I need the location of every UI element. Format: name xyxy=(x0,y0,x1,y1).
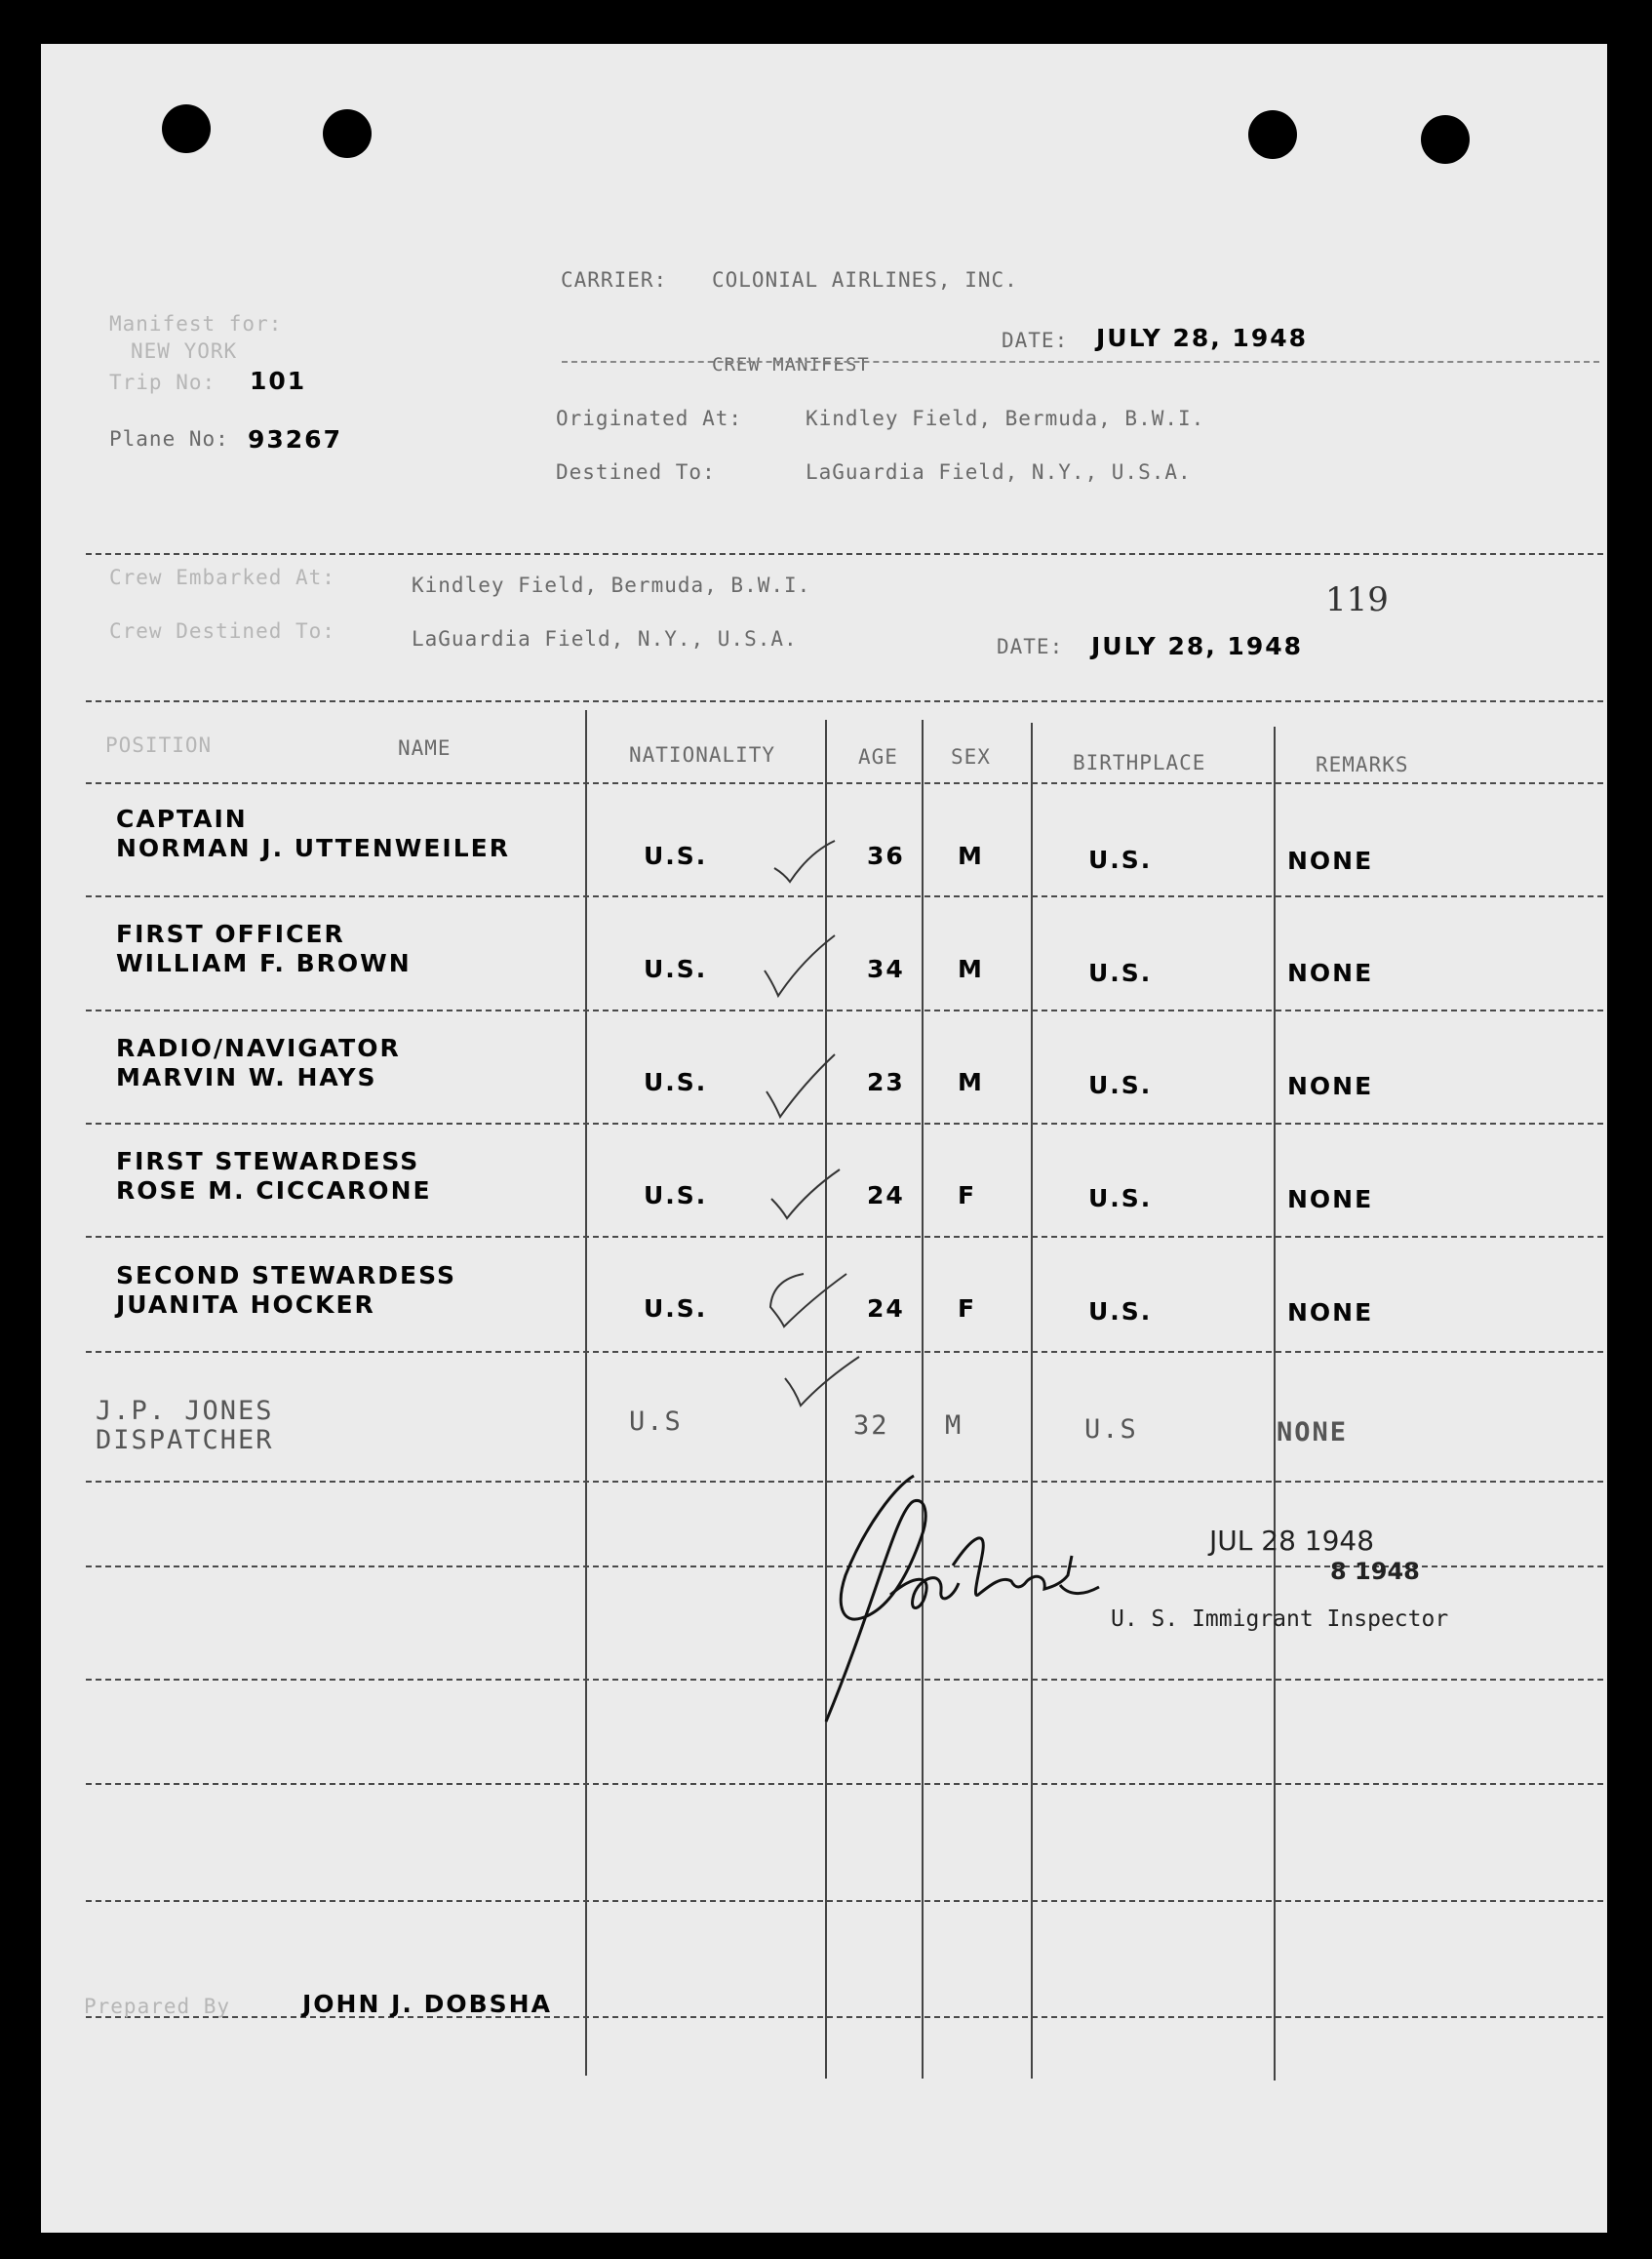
header-nationality: NATIONALITY xyxy=(629,743,776,767)
table-top-rule xyxy=(86,700,1603,702)
column-divider-1 xyxy=(585,710,587,2076)
punch-hole-2 xyxy=(323,109,372,158)
check-mark-1 xyxy=(770,839,839,888)
row-2-remarks: NONE xyxy=(1287,959,1374,987)
row-3-position: RADIO/NAVIGATOR xyxy=(116,1034,401,1062)
crew-embarked-value: Kindley Field, Bermuda, B.W.I. xyxy=(412,574,811,597)
header-sex: SEX xyxy=(951,745,991,769)
row-5-sex: F xyxy=(958,1294,977,1323)
row-5-position: SECOND STEWARDESS xyxy=(116,1261,456,1289)
originated-label: Originated At: xyxy=(556,407,743,430)
row-1-rule xyxy=(86,895,1603,897)
manifest-page xyxy=(41,44,1607,2233)
row-5-name: JUANITA HOCKER xyxy=(116,1290,375,1319)
header-age: AGE xyxy=(858,745,898,769)
row-4-position: FIRST STEWARDESS xyxy=(116,1147,420,1175)
destined-label: Destined To: xyxy=(556,460,716,484)
row-10-rule xyxy=(86,1900,1603,1902)
header-name: NAME xyxy=(398,736,452,760)
originated-value: Kindley Field, Bermuda, B.W.I. xyxy=(806,407,1205,430)
row-4-remarks: NONE xyxy=(1287,1185,1374,1213)
column-divider-5 xyxy=(1274,727,1276,2081)
row-1-nationality: U.S. xyxy=(644,842,708,870)
row-6-sex: M xyxy=(945,1410,964,1441)
punch-hole-4 xyxy=(1421,115,1470,164)
row-3-age: 23 xyxy=(867,1068,905,1096)
row-4-birthplace: U.S. xyxy=(1088,1184,1153,1212)
stamp-date: JUL 28 1948 xyxy=(1209,1525,1375,1557)
check-mark-2 xyxy=(761,931,839,1005)
row-4-sex: F xyxy=(958,1181,977,1209)
row-1-birthplace: U.S. xyxy=(1088,846,1153,874)
header-position: POSITION xyxy=(105,733,213,757)
carrier-name: COLONIAL AIRLINES, INC. xyxy=(712,268,1018,292)
row-9-rule xyxy=(86,1783,1603,1785)
row-6-remarks: NONE xyxy=(1277,1417,1349,1447)
row-5-age: 24 xyxy=(867,1294,905,1323)
row-6-birthplace: U.S xyxy=(1084,1414,1138,1445)
row-2-sex: M xyxy=(958,955,984,983)
check-mark-6 xyxy=(777,1351,865,1424)
row-3-sex: M xyxy=(958,1068,984,1096)
header-remarks: REMARKS xyxy=(1316,753,1409,776)
crew-date: JULY 28, 1948 xyxy=(1091,632,1304,660)
trip-label: Trip No: xyxy=(109,371,216,394)
row-6-nationality: U.S xyxy=(629,1407,683,1437)
header-rule-2 xyxy=(86,553,1603,555)
page-number: 119 xyxy=(1325,580,1389,619)
check-mark-3 xyxy=(763,1050,839,1123)
inspector-signature xyxy=(806,1468,1158,1731)
column-divider-4 xyxy=(1031,723,1033,2079)
stamp-title: U. S. Immigrant Inspector xyxy=(1111,1606,1449,1632)
row-2-birthplace: U.S. xyxy=(1088,959,1153,987)
row-2-age: 34 xyxy=(867,955,905,983)
header-date: JULY 28, 1948 xyxy=(1096,324,1309,352)
row-5-remarks: NONE xyxy=(1287,1298,1374,1327)
carrier-label: CARRIER: xyxy=(561,268,668,292)
manifest-for-value: NEW YORK xyxy=(131,339,238,363)
row-1-name: NORMAN J. UTTENWEILER xyxy=(116,834,510,862)
row-3-name: MARVIN W. HAYS xyxy=(116,1063,377,1091)
row-1-sex: M xyxy=(958,842,984,870)
header-bottom-rule xyxy=(86,782,1603,784)
header-birthplace: BIRTHPLACE xyxy=(1073,751,1206,774)
plane-label: Plane No: xyxy=(109,427,229,451)
row-6-position: DISPATCHER xyxy=(96,1425,274,1455)
crew-destined-value: LaGuardia Field, N.Y., U.S.A. xyxy=(412,627,798,651)
row-2-position: FIRST OFFICER xyxy=(116,920,345,948)
crew-date-label: DATE: xyxy=(997,635,1064,658)
manifest-for-label: Manifest for: xyxy=(109,312,283,336)
crew-embarked-label: Crew Embarked At: xyxy=(109,566,335,589)
row-6-age: 32 xyxy=(853,1410,889,1441)
stamp-date-repeat: 8 1948 xyxy=(1330,1558,1420,1585)
header-rule-1 xyxy=(562,361,1599,363)
row-4-nationality: U.S. xyxy=(644,1181,708,1209)
row-1-remarks: NONE xyxy=(1287,847,1374,875)
row-1-age: 36 xyxy=(867,842,905,870)
punch-hole-3 xyxy=(1248,110,1297,159)
row-2-rule xyxy=(86,1010,1603,1011)
row-3-remarks: NONE xyxy=(1287,1072,1374,1100)
row-3-birthplace: U.S. xyxy=(1088,1071,1153,1099)
row-4-rule xyxy=(86,1236,1603,1238)
row-4-name: ROSE M. CICCARONE xyxy=(116,1176,432,1205)
row-1-position: CAPTAIN xyxy=(116,805,248,833)
column-divider-3 xyxy=(922,720,924,2079)
row-2-name: WILLIAM F. BROWN xyxy=(116,949,412,977)
prepared-by-label: Prepared By xyxy=(84,1995,231,2018)
row-6-name: J.P. JONES xyxy=(96,1396,274,1426)
check-mark-4 xyxy=(767,1166,844,1224)
check-mark-5 xyxy=(765,1268,852,1341)
row-4-age: 24 xyxy=(867,1181,905,1209)
row-2-nationality: U.S. xyxy=(644,955,708,983)
row-5-birthplace: U.S. xyxy=(1088,1297,1153,1326)
plane-number: 93267 xyxy=(248,425,342,454)
prepared-by-name: JOHN J. DOBSHA xyxy=(302,1990,552,2018)
row-3-nationality: U.S. xyxy=(644,1068,708,1096)
row-5-nationality: U.S. xyxy=(644,1294,708,1323)
page-title: CREW MANIFEST xyxy=(712,354,870,376)
trip-number: 101 xyxy=(250,367,307,395)
punch-hole-1 xyxy=(162,104,211,153)
row-3-rule xyxy=(86,1123,1603,1125)
destined-value: LaGuardia Field, N.Y., U.S.A. xyxy=(806,460,1192,484)
crew-destined-label: Crew Destined To: xyxy=(109,619,335,643)
header-date-label: DATE: xyxy=(1002,329,1069,352)
